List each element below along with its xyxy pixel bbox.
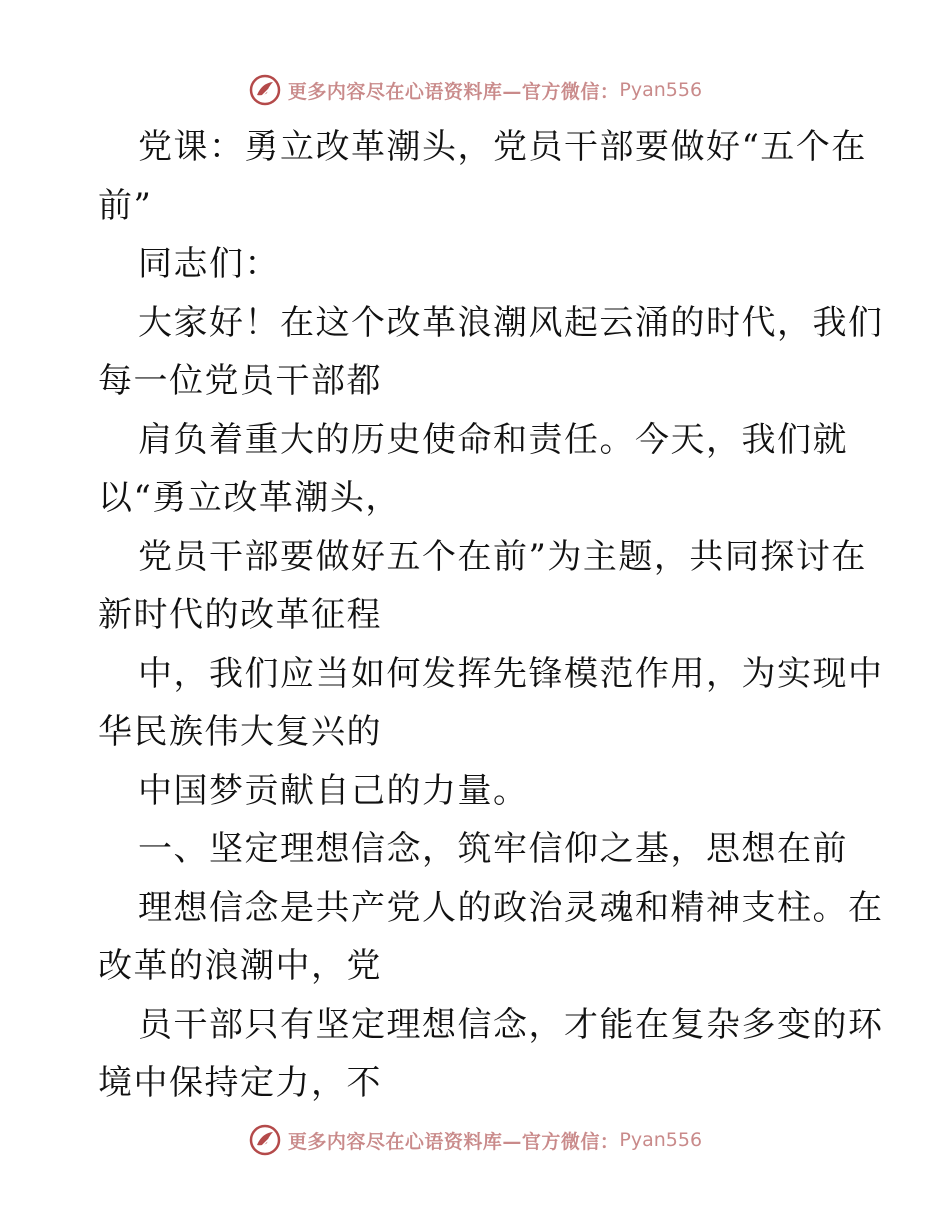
text-line: 理想信念是共产党人的政治灵魂和精神支柱。在 (138, 887, 884, 928)
text-line: 员干部只有坚定理想信念，才能在复杂多变的环 (138, 1004, 884, 1045)
text-line: 同志们： (138, 244, 280, 284)
header-banner (0, 68, 950, 112)
text-line: 党员干部要做好五个在前”为主题，共同探讨在 (138, 536, 867, 577)
text-line: 中国梦贡献自己的力量。 (138, 770, 529, 811)
text-line: 新时代的改革征程 (98, 595, 382, 635)
text-line: 以“勇立改革潮头， (98, 478, 401, 518)
footer-banner (0, 1118, 950, 1162)
text-line: 大家好！在这个改革浪潮风起云涌的时代，我们 (138, 302, 884, 343)
text-line: 肩负着重大的历史使命和责任。今天，我们就 (138, 419, 848, 460)
header-wechat: Pyan556 (619, 79, 703, 101)
footer-text: 更多内容尽在心语资料库—官方微信： (287, 1130, 620, 1153)
text-line: 前” (98, 185, 153, 226)
logo-icon (248, 73, 282, 107)
text-line: 华民族伟大复兴的 (98, 712, 382, 752)
text-line: 一、坚定理想信念，筑牢信仰之基，思想在前 (138, 829, 848, 869)
footer-wechat: Pyan556 (619, 1129, 703, 1151)
text-line: 党课：勇立改革潮头，党员干部要做好“五个在 (138, 127, 867, 167)
document-body (98, 118, 884, 1113)
text-line: 境中保持定力，不 (98, 1063, 382, 1103)
text-line: 中，我们应当如何发挥先锋模范作用，为实现中 (138, 653, 884, 694)
text-line: 改革的浪潮中，党 (98, 946, 382, 986)
header-text: 更多内容尽在心语资料库—官方微信： (287, 80, 620, 103)
logo-icon (248, 1123, 282, 1157)
text-line: 每一位党员干部都 (98, 361, 382, 401)
